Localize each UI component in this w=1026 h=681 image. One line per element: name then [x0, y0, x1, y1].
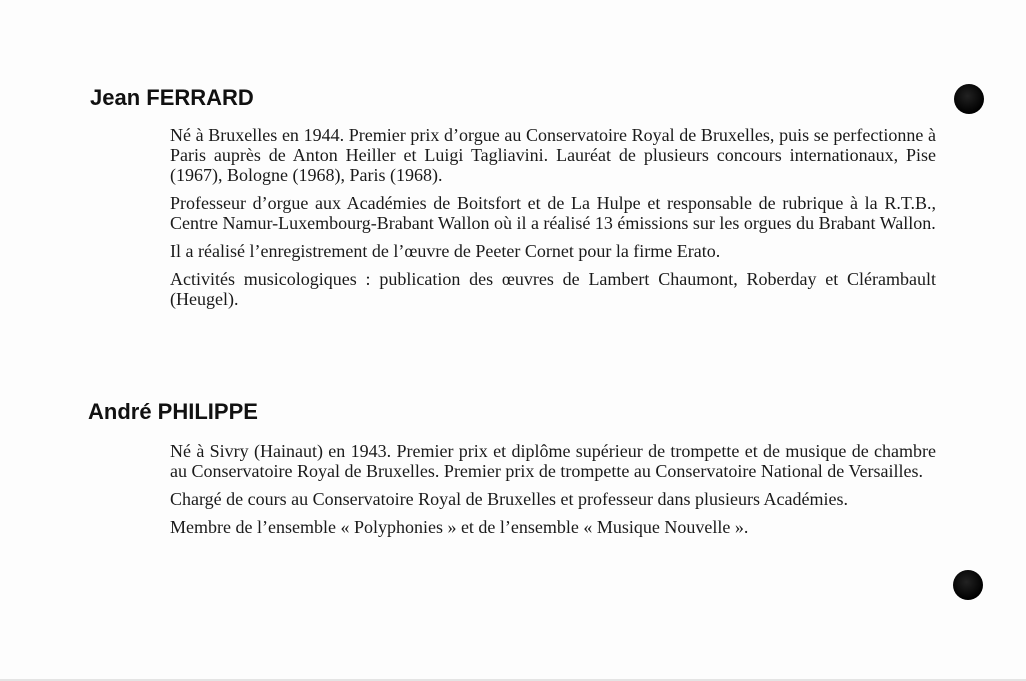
punch-hole-bottom — [953, 570, 983, 600]
section-body-ferrard — [170, 125, 936, 317]
paragraph: Membre de l’ensemble « Polyphonies » et de l’ensemble « Musique Nouvelle ». — [170, 517, 749, 537]
paragraph: Professeur d’orgue aux Académies de Boitsfort et de La Hulpe et responsable de rubrique à la R.T.B., Centre Namur-Luxembourg-Brabant Wallon où il a réalisé 13 émissions sur les orgues du Brabant Wallon. — [170, 193, 936, 233]
section-body-philippe — [170, 441, 936, 545]
paragraph: Chargé de cours au Conservatoire Royal de Bruxelles et professeur dans plusieurs Académies. — [170, 489, 848, 509]
punch-hole-top — [954, 84, 984, 114]
section-heading-philippe: André PHILIPPE — [88, 399, 258, 424]
paragraph: Né à Bruxelles en 1944. Premier prix d’orgue au Conservatoire Royal de Bruxelles, puis se perfectionne à Paris auprès de Anton Heiller et Luigi Tagliavini. Lauréat de plusieurs concours internationaux, Pise (1967), Bologne (1968), Paris (1968). — [170, 125, 936, 185]
paragraph: Activités musicologiques : publication des œuvres de Lambert Chaumont, Roberday et Clérambault (Heugel). — [170, 269, 936, 309]
paragraph: Né à Sivry (Hainaut) en 1943. Premier prix et diplôme supérieur de trompette et de musique de chambre au Conservatoire Royal de Bruxelles. Premier prix de trompette au Conservatoire National de Versailles. — [170, 441, 936, 481]
paragraph: Il a réalisé l’enregistrement de l’œuvre de Peeter Cornet pour la firme Erato. — [170, 241, 721, 261]
section-heading-ferrard: Jean FERRARD — [90, 85, 254, 110]
